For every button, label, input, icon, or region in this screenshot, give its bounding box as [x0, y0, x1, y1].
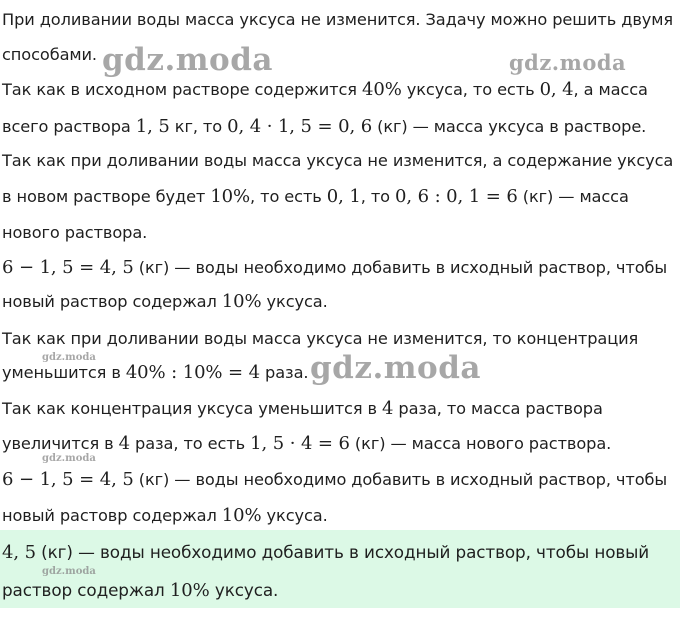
- answer-block: [0, 530, 680, 608]
- text-fragment: (кг) — воды необходимо добавить в исходный раствор, чтобы новый: [35, 542, 650, 562]
- text-line: [2, 290, 328, 314]
- text-fragment: (кг) — масса нового раствора.: [349, 434, 612, 453]
- text-line: [2, 221, 147, 245]
- text-fragment: уксуса.: [209, 580, 279, 600]
- text-fragment: раза, то масса раствора: [393, 399, 603, 418]
- math-expression: 0, 4 · 1, 5 = 0, 6: [227, 116, 373, 137]
- text-fragment: Так как при доливании воды масса уксуса не изменится, а содержание уксуса: [2, 151, 674, 170]
- math-expression: 1, 5 · 4 = 6: [250, 433, 350, 454]
- math-expression: 0, 4: [539, 79, 574, 100]
- text-line: [2, 504, 328, 528]
- math-expression: 40%: [361, 79, 402, 100]
- text-fragment: способами.: [2, 45, 97, 64]
- math-expression: 4: [118, 433, 130, 454]
- text-line: [2, 468, 667, 492]
- text-fragment: , то есть: [250, 187, 327, 206]
- text-line: [2, 8, 673, 32]
- watermark-logo: gdz.moda: [310, 350, 481, 386]
- text-line: [2, 78, 648, 102]
- math-expression: 4: [382, 398, 394, 419]
- text-fragment: новый раствор содержал: [2, 292, 222, 311]
- text-fragment: Так как в исходном растворе содержится: [2, 80, 362, 99]
- math-expression: 0, 1: [326, 186, 361, 207]
- math-expression: 10%: [169, 580, 210, 601]
- math-expression: 10%: [210, 186, 251, 207]
- text-line: [2, 361, 308, 385]
- text-fragment: уксуса, то есть: [401, 80, 540, 99]
- text-fragment: (кг) — масса уксуса в растворе.: [372, 117, 647, 136]
- text-line: [2, 397, 603, 421]
- text-fragment: нового раствора.: [2, 223, 148, 242]
- text-fragment: При доливании воды масса уксуса не изменится. Задачу можно решить двумя: [2, 10, 673, 29]
- text-fragment: , то: [360, 187, 396, 206]
- text-fragment: уксуса.: [261, 506, 328, 525]
- math-expression: 1, 5: [135, 116, 170, 137]
- text-fragment: кг, то: [169, 117, 228, 136]
- watermark-logo: gdz.moda: [42, 453, 96, 464]
- watermark-logo: gdz.moda: [42, 566, 96, 577]
- math-expression: 10%: [221, 505, 262, 526]
- text-fragment: раза.: [260, 363, 309, 382]
- watermark-logo: gdz.moda: [102, 42, 273, 78]
- text-fragment: уменьшится в: [2, 363, 126, 382]
- math-expression: 10%: [221, 291, 262, 312]
- text-line: [2, 256, 667, 280]
- math-expression: 40% : 10% = 4: [125, 362, 261, 383]
- watermark-logo: gdz.moda: [42, 352, 96, 363]
- text-line: [2, 185, 629, 209]
- math-expression: 0, 6 : 0, 1 = 6: [395, 186, 518, 207]
- text-fragment: (кг) — масса: [517, 187, 629, 206]
- text-line: [2, 327, 638, 351]
- text-fragment: , а масса: [573, 80, 648, 99]
- text-fragment: Так как концентрация уксуса уменьшится в: [2, 399, 383, 418]
- text-fragment: всего раствора: [2, 117, 136, 136]
- text-fragment: новый растовр содержал: [2, 506, 222, 525]
- text-fragment: уксуса.: [261, 292, 328, 311]
- text-fragment: в новом растворе будет: [2, 187, 211, 206]
- text-line: [2, 578, 278, 603]
- text-fragment: раствор содержал: [2, 580, 170, 600]
- text-fragment: увеличится в: [2, 434, 119, 453]
- math-expression: 6 − 1, 5 = 4, 5: [2, 469, 134, 490]
- math-expression: 4, 5: [2, 542, 36, 563]
- text-line: [2, 540, 649, 565]
- text-line: [2, 149, 673, 173]
- text-fragment: Так как при доливании воды масса уксуса не изменится, то концентрация: [2, 329, 639, 348]
- watermark-logo: gdz.moda: [509, 50, 627, 75]
- math-expression: 6 − 1, 5 = 4, 5: [2, 257, 134, 278]
- text-line: [2, 115, 646, 139]
- text-line: [2, 43, 97, 67]
- text-fragment: (кг) — воды необходимо добавить в исходный раствор, чтобы: [133, 470, 668, 489]
- text-fragment: раза, то есть: [130, 434, 251, 453]
- text-fragment: (кг) — воды необходимо добавить в исходный раствор, чтобы: [133, 258, 668, 277]
